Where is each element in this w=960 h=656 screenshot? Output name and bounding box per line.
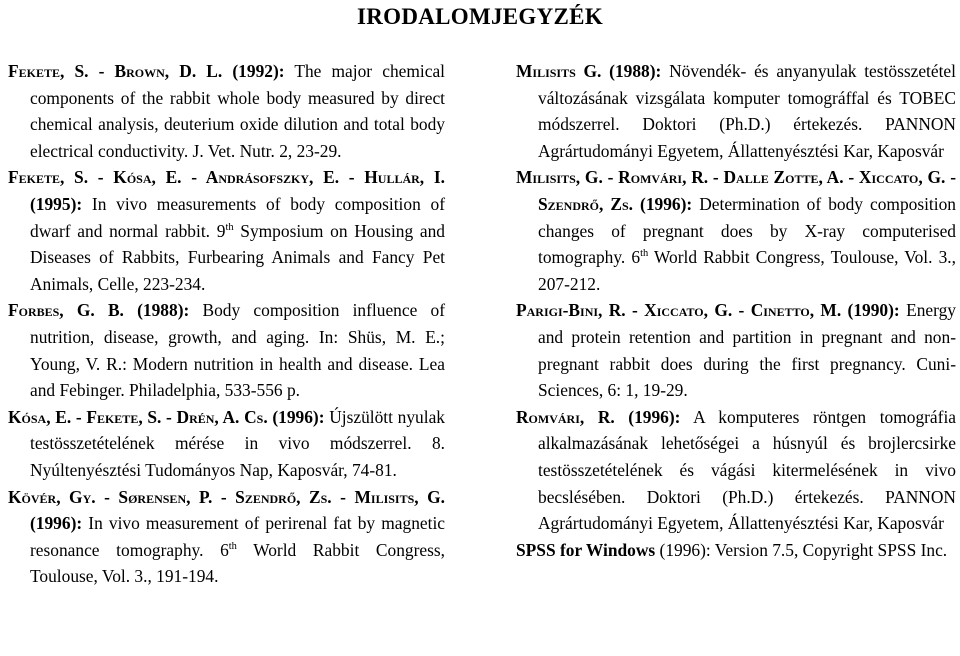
reference-text: A komputeres röntgen tomográfia alkalmazásának lehetőségei a húsnyúl és brojlercsirke testösszetételének és vágási kitermelésének in vivo becslésében. Doktori (Ph.D.) értekezés. PANNON Agrártudományi Egyetem, Állattenyésztési Kar, Kaposvár	[538, 406, 956, 534]
reference-entry	[516, 537, 956, 564]
reference-entry	[8, 404, 445, 484]
ordinal-superscript: th	[640, 248, 649, 260]
reference-entry	[8, 58, 445, 164]
references-left-column	[8, 58, 445, 590]
reference-text: In vivo measurements of body composition of dwarf and normal rabbit. 9	[30, 193, 445, 241]
reference-entry	[516, 297, 956, 403]
reference-authors: Forbes, G. B. (1988):	[8, 300, 190, 321]
reference-authors: Kövér, Gy. - Sørensen, P. - Szendrő, Zs. - Milisits, G. (1996):	[8, 486, 445, 534]
references-right-column	[516, 58, 956, 563]
reference-text-continued: World Rabbit Congress, Toulouse, Vol. 3., 191-194.	[30, 539, 445, 587]
reference-text: Újszülött nyulak testösszetételének mérése in vivo módszerrel. 8. Nyúltenyésztési Tudományos Nap, Kaposvár, 74-81.	[30, 406, 445, 480]
reference-entry	[8, 484, 445, 590]
page-title: IRODALOMJEGYZÉK	[356, 4, 604, 29]
reference-text: Determination of body composition changes of pregnant does by X-ray computerised tomography. 6	[538, 193, 956, 268]
reference-text: In vivo measurement of perirenal fat by magnetic resonance tomography. 6	[30, 513, 445, 560]
reference-authors: Parigi-Bini, R. - Xiccato, G. - Cinetto, M. (1990):	[516, 300, 900, 321]
reference-authors: Romvári, R. (1996):	[516, 406, 681, 427]
reference-authors: Milisits G. (1988):	[516, 61, 662, 81]
reference-entry	[516, 58, 956, 164]
reference-entry	[516, 164, 956, 297]
reference-text: Body composition influence of nutrition, disease, growth, and aging. In: Shüs, M. E.; Young, V. R.: Modern nutrition in health and disease. Lea and Febinger. Philadelphia, 533-556 p.	[30, 300, 445, 401]
reference-text: Energy and protein retention and partition in pregnant and non-pregnant rabbit does during the first pregnancy. Cuni-Sciences, 6: 1, 19-29.	[538, 300, 956, 401]
reference-entry	[8, 164, 445, 297]
reference-text: (1996): Version 7.5, Copyright SPSS Inc.	[655, 539, 948, 560]
reference-authors: Milisits, G. - Romvári, R. - Dalle Zotte, A. - Xiccato, G. - Szendrő, Zs. (1996):	[516, 167, 956, 214]
ordinal-superscript: th	[228, 540, 237, 552]
reference-text-continued: World Rabbit Congress, Toulouse, Vol. 3., 207-212.	[538, 247, 956, 294]
reference-entry	[8, 297, 445, 403]
reference-authors: SPSS for Windows	[516, 539, 656, 560]
reference-text: Növendék- és anyanyulak testösszetétel változásának vizsgálata komputer tomográffal és TOBEC módszerrel. Doktori (Ph.D.) értekezés. PANNON Agrártudományi Egyetem, Állattenyésztési Kar, Kaposvár	[538, 61, 956, 161]
ordinal-superscript: th	[225, 221, 234, 233]
reference-authors: Fekete, S. - Brown, D. L. (1992):	[8, 61, 285, 81]
reference-entry	[516, 404, 956, 537]
reference-text-continued: Symposium on Housing and Diseases of Rabbits, Furbearing Animals and Fancy Pet Animals, Celle, 223-234.	[30, 220, 446, 294]
reference-authors: Kósa, E. - Fekete, S. - Drén, A. Cs. (1996):	[8, 406, 325, 427]
reference-text: The major chemical components of the rabbit whole body measured by direct chemical analysis, deuterium oxide dilution and total body electrical conductivity. J. Vet. Nutr. 2, 23-29.	[30, 61, 445, 161]
reference-authors: Fekete, S. - Kósa, E. - Andrásofszky, E. - Hullár, I. (1995):	[8, 167, 445, 214]
